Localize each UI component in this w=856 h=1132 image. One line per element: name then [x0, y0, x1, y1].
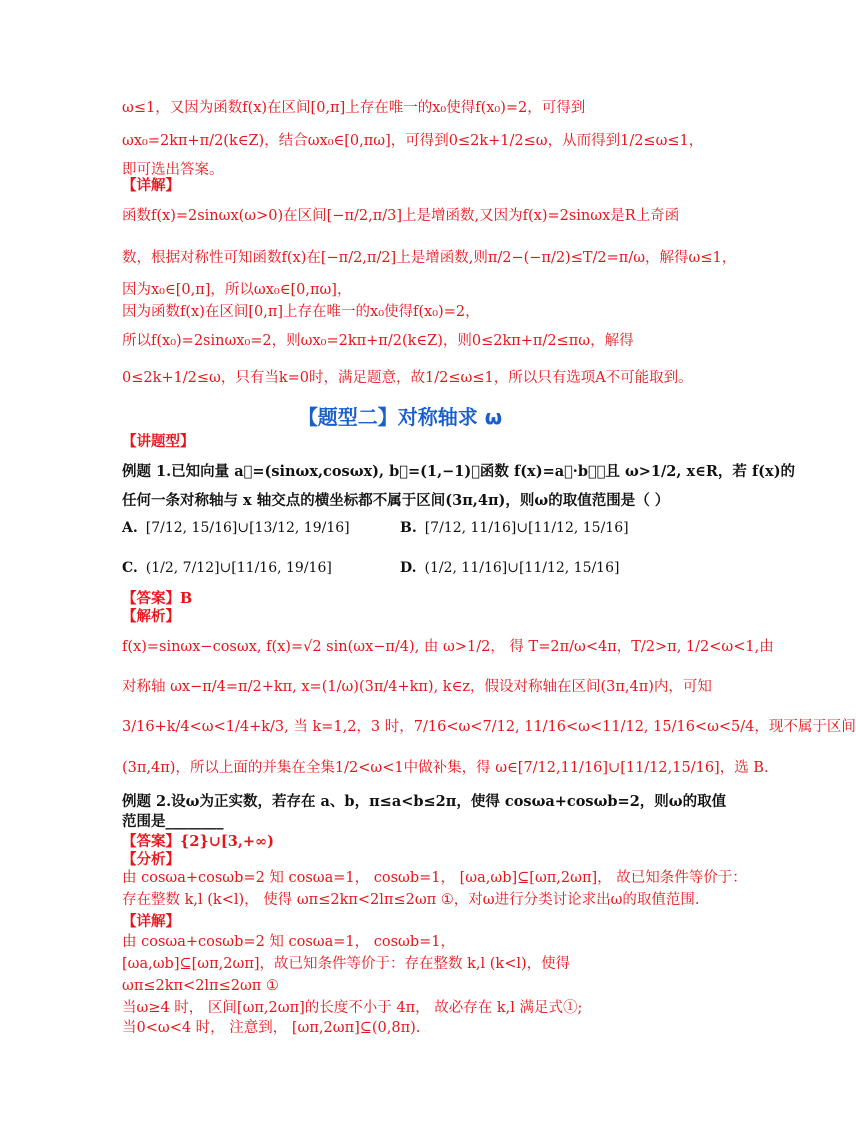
example2-question: 例题 2.设ω为正实数，若存在 a、b，π≤a<b≤2π，使得 cosωa+cosωb=2，则ω的取值: [122, 793, 727, 810]
option-a: A. [7/12, 15/16]∪[13/12, 19/16]: [122, 520, 350, 536]
solution-line: 函数f(x)=2sinωx(ω>0)在区间[−π/2,π/3]上是增函数,又因为f(x)=2sinωx是R上奇函: [122, 208, 680, 224]
solution-line: 因为函数f(x)在区间[0,π]上存在唯一的x₀使得f(x₀)=2，: [122, 304, 480, 320]
example1-question: 例题 1.已知向量 a⃗=(sinωx,cosωx), b⃗=(1,−1)，函数 f(x)=a⃗·b⃗，且 ω>1/2, x∈R，若 f(x)的: [122, 463, 796, 480]
detail-line: 由 cosωa+cosωb=2 知 cosωa=1， cosωb=1，: [122, 934, 456, 950]
option-c: C. (1/2, 7/12]∪[11/16, 19/16]: [122, 560, 332, 576]
detail-heading: 【详解】: [122, 177, 180, 194]
solution-line: ω≤1，又因为函数f(x)在区间[0,π]上存在唯一的x₀使得f(x₀)=2，可得到: [122, 100, 586, 116]
example2-question: 范围是________: [122, 813, 224, 830]
section-title: 【题型二】对称轴求 ω: [297, 405, 503, 429]
detail-line: 当0<ω<4 时， 注意到， [ωπ,2ωπ]⊆(0,8π).: [122, 1020, 421, 1036]
analysis-line: 3/16+k/4<ω<1/4+k/3, 当 k=1,2，3 时，7/16<ω<7/12, 11/16<ω<11/12, 15/16<ω<5/4，现不属于区间: [122, 719, 856, 735]
option-b: B. [7/12, 11/16]∪[11/12, 15/16]: [400, 520, 629, 536]
detail-line: [ωa,ωb]⊆[ωπ,2ωπ]，故已知条件等价于：存在整数 k,l (k<l)，使得: [122, 956, 571, 972]
analysis-heading: 【解析】: [122, 608, 180, 625]
solution-line: 数，根据对称性可知函数f(x)在[−π/2,π/2]上是增函数,则π/2−(−π/2)≤T/2=π/ω，解得ω≤1，: [122, 250, 737, 266]
option-d: D. (1/2, 11/16]∪[11/12, 15/16]: [400, 560, 620, 576]
analysis-line: (3π,4π)，所以上面的并集在全集1/2<ω<1中做补集，得 ω∈[7/12,11/16]∪[11/12,15/16]，选 B.: [122, 760, 769, 776]
example1-question: 任何一条对称轴与 x 轴交点的横坐标都不属于区间(3π,4π)，则ω的取值范围是（ ）: [122, 492, 670, 509]
analysis-line: 对称轴 ωx−π/4=π/2+kπ, x=(1/ω)(3π/4+kπ), k∈z，假设对称轴在区间(3π,4π)内，可知: [122, 679, 712, 695]
solution-line: 因为x₀∈[0,π]，所以ωx₀∈[0,πω]，: [122, 282, 352, 298]
analysis-heading: 【分析】: [122, 851, 180, 868]
solution-line: 即可选出答案。: [122, 162, 224, 178]
solution-line: 0≤2k+1/2≤ω，只有当k=0时，满足题意，故1/2≤ω≤1，所以只有选项A不可能取到。: [122, 370, 693, 386]
analysis-line: f(x)=sinωx−cosωx, f(x)=√2 sin(ωx−π/4), 由 ω>1/2， 得 T=2π/ω<4π，T/2>π, 1/2<ω<1,由: [122, 639, 774, 655]
solution-line: 所以f(x₀)=2sinωx₀=2，则ωx₀=2kπ+π/2(k∈Z)，则0≤2kπ+π/2≤πω，解得: [122, 333, 634, 349]
detail-line: ωπ≤2kπ<2lπ≤2ωπ ①: [122, 978, 279, 994]
answer-line: 【答案】B: [122, 590, 193, 607]
solution-line: ωx₀=2kπ+π/2(k∈Z)，结合ωx₀∈[0,πω]，可得到0≤2k+1/2≤ω，从而得到1/2≤ω≤1，: [122, 133, 704, 149]
analysis-line: 由 cosωa+cosωb=2 知 cosωa=1， cosωb=1， [ωa,ωb]⊆[ωπ,2ωπ]， 故已知条件等价于：: [122, 870, 747, 886]
detail-heading: 【详解】: [122, 913, 180, 930]
detail-line: 当ω≥4 时， 区间[ωπ,2ωπ]的长度不小于 4π， 故必存在 k,l 满足式①;: [122, 1000, 583, 1016]
analysis-line: 存在整数 k,l (k<l)， 使得 ωπ≤2kπ<2lπ≤2ωπ ①，对ω进行分类讨论求出ω的取值范围.: [122, 892, 700, 908]
subsection-heading: 【讲题型】: [122, 433, 195, 450]
answer-line: 【答案】{2}∪[3,+∞): [122, 833, 274, 850]
